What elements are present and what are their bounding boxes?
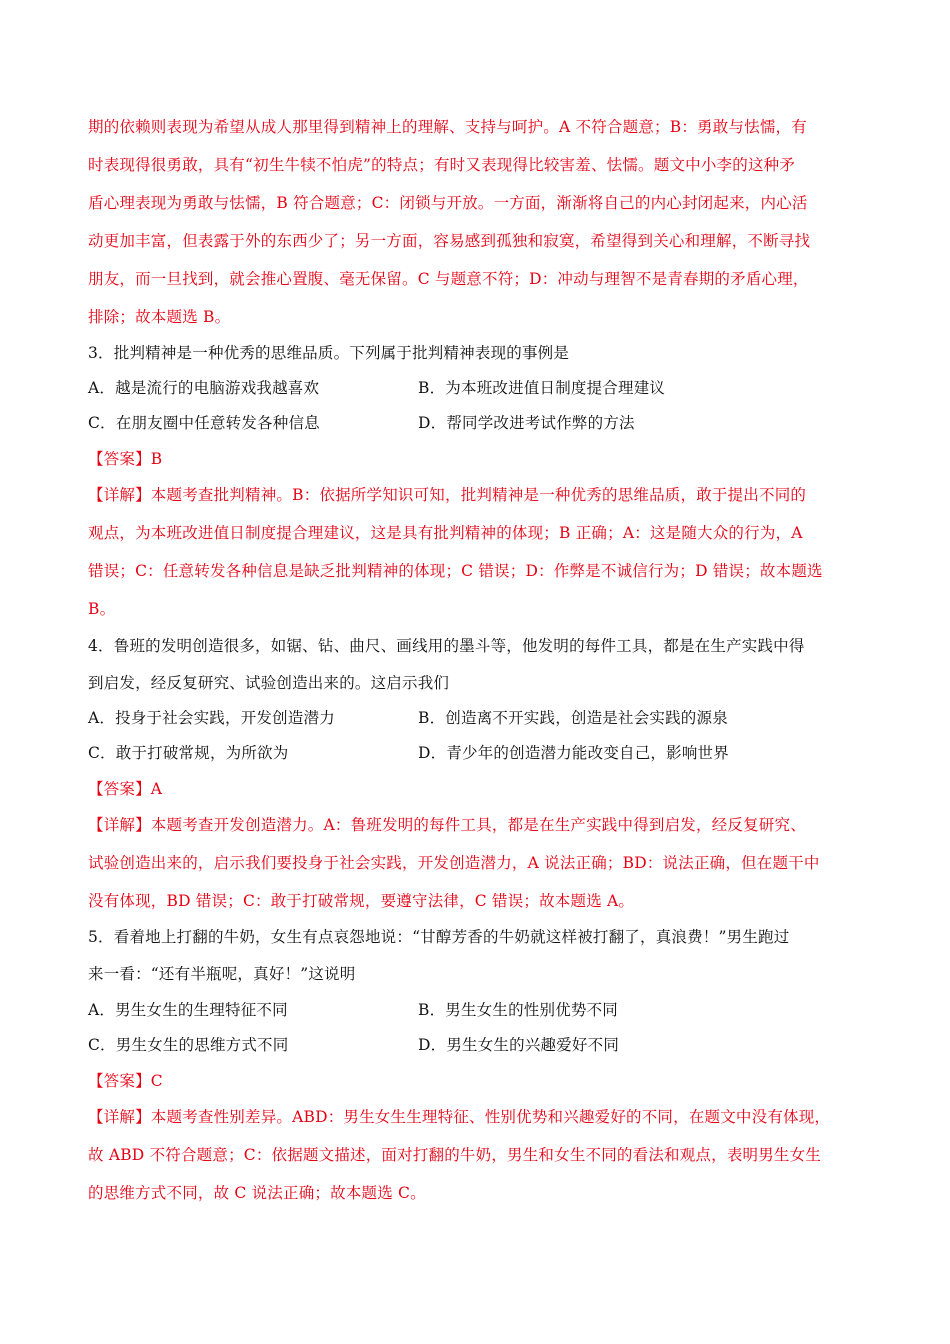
q3-answer: 【答案】B — [88, 450, 163, 468]
q4-stem: 到启发，经反复研究、试验创造出来的。这启示我们 — [88, 674, 450, 692]
q3-explanation-line: B。 — [88, 600, 116, 618]
q3-explanation-line: 观点，为本班改进值日制度提合理建议，这是具有批判精神的体现；B 正确；A：这是随大众的行为，A — [88, 524, 803, 542]
prev-explanation-line: 动更加丰富，但表露于外的东西少了；另一方面，容易感到孤独和寂寞，希望得到关心和理解，不断寻找 — [88, 232, 811, 250]
prev-explanation-line: 期的依赖则表现为希望从成人那里得到精神上的理解、支持与呵护。A 不符合题意；B：勇敢与怯懦，有 — [88, 118, 807, 136]
q4-explanation-line: 试验创造出来的，启示我们要投身于社会实践，开发创造潜力，A 说法正确；BD：说法正确，但在题干中 — [88, 854, 820, 872]
q5-answer: 【答案】C — [88, 1072, 163, 1090]
q3-option-a: A．越是流行的电脑游戏我越喜欢 — [88, 379, 320, 397]
q5-explanation-line: 【详解】本题考查性别差异。ABD：男生女生生理特征、性别优势和兴趣爱好的不同，在题文中没有体现， — [88, 1108, 831, 1126]
q4-option-d: D．青少年的创造潜力能改变自己，影响世界 — [418, 744, 729, 762]
q3-explanation-line: 【详解】本题考查批判精神。B：依据所学知识可知，批判精神是一种优秀的思维品质，敢于提出不同的 — [88, 486, 807, 504]
q4-stem: 4．鲁班的发明创造很多，如锯、钻、曲尺、画线用的墨斗等，他发明的每件工具，都是在生产实践中得 — [88, 637, 805, 655]
q5-option-c: C．男生女生的思维方式不同 — [88, 1036, 289, 1054]
q5-explanation-line: 的思维方式不同，故 C 说法正确；故本题选 C。 — [88, 1184, 426, 1202]
prev-explanation-line: 朋友，而一旦找到，就会推心置腹、毫无保留。C 与题意不符；D：冲动与理智不是青春期的矛盾心理， — [88, 270, 809, 288]
q4-explanation-line: 没有体现，BD 错误；C：敢于打破常规，要遵守法律，C 错误；故本题选 A。 — [88, 892, 635, 910]
q5-stem: 来一看：“还有半瓶呢，真好！”这说明 — [88, 965, 356, 983]
q5-explanation-line: 故 ABD 不符合题意；C：依据题文描述，面对打翻的牛奶，男生和女生不同的看法和观点，表明男生女生 — [88, 1146, 822, 1164]
prev-explanation-line: 盾心理表现为勇敢与怯懦，B 符合题意；C：闭锁与开放。一方面，渐渐将自己的内心封闭起来，内心活 — [88, 194, 808, 212]
prev-explanation-line: 时表现得很勇敢，具有“初生牛犊不怕虎”的特点；有时又表现得比较害羞、怯懦。题文中小李的这种矛 — [88, 156, 796, 174]
q5-stem: 5．看着地上打翻的牛奶，女生有点哀怨地说：“甘醇芳香的牛奶就这样被打翻了，真浪费！”男生跑过 — [88, 928, 790, 946]
q4-option-b: B．创造离不开实践，创造是社会实践的源泉 — [418, 709, 728, 727]
q5-option-a: A．男生女生的生理特征不同 — [88, 1001, 288, 1019]
prev-explanation-line: 排除；故本题选 B。 — [88, 308, 231, 326]
q5-option-b: B．男生女生的性别优势不同 — [418, 1001, 618, 1019]
q3-stem: 3．批判精神是一种优秀的思维品质。下列属于批判精神表现的事例是 — [88, 344, 570, 362]
q3-option-b: B．为本班改进值日制度提合理建议 — [418, 379, 666, 397]
q3-explanation-line: 错误；C：任意转发各种信息是缺乏批判精神的体现；C 错误；D：作弊是不诚信行为；D 错误；故本题选 — [88, 562, 823, 580]
q4-explanation-line: 【详解】本题考查开发创造潜力。A：鲁班发明的每件工具，都是在生产实践中得到启发，经反复研究、 — [88, 816, 806, 834]
q4-answer: 【答案】A — [88, 780, 163, 798]
q3-option-c: C．在朋友圈中任意转发各种信息 — [88, 414, 320, 432]
q5-option-d: D．男生女生的兴趣爱好不同 — [418, 1036, 620, 1054]
q3-option-d: D．帮同学改进考试作弊的方法 — [418, 414, 635, 432]
q4-option-a: A．投身于社会实践，开发创造潜力 — [88, 709, 335, 727]
q4-option-c: C．敢于打破常规，为所欲为 — [88, 744, 289, 762]
